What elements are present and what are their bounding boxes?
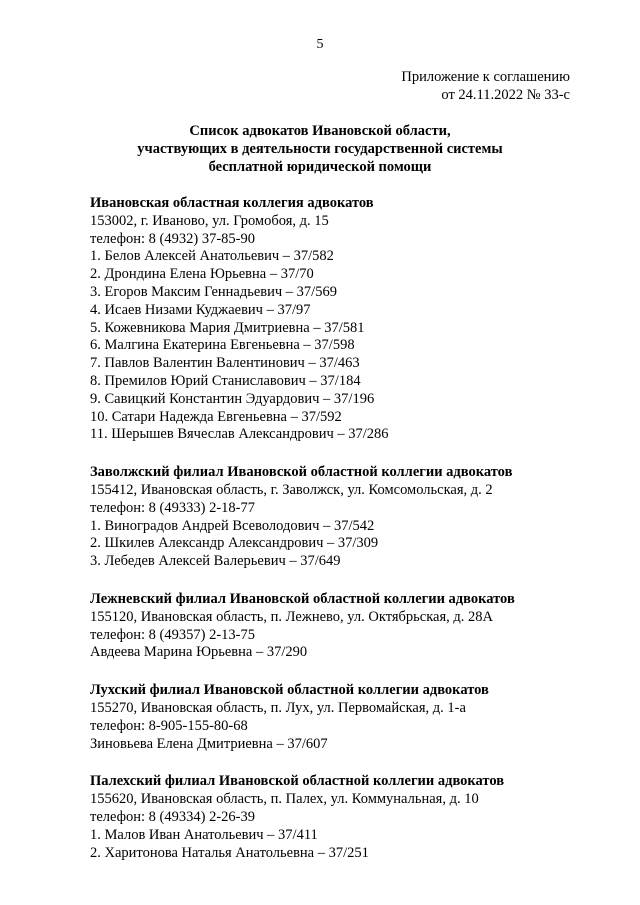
lawyer-entry: 11. Шерышев Вячеслав Александрович – 37/286 <box>90 426 389 443</box>
lawyer-entry: 9. Савицкий Константин Эдуардович – 37/196 <box>90 390 375 407</box>
bar-association-section <box>90 682 590 753</box>
lawyer-list <box>90 644 590 662</box>
lawyer-entry: 3. Лебедев Алексей Валерьевич – 37/649 <box>90 553 341 570</box>
section-name: Лухский филиал Ивановской областной коллегии адвокатов <box>90 682 489 699</box>
section-name: Ивановская областная коллегия адвокатов <box>90 195 374 211</box>
lawyer-entry: 8. Премилов Юрий Станиславович – 37/184 <box>90 372 361 389</box>
document-title-line-1: Список адвокатов Ивановской области, <box>189 123 451 139</box>
appendix-note <box>401 68 570 104</box>
section-address: 155620, Ивановская область, п. Палех, ул. Коммунальная, д. 10 <box>90 791 479 808</box>
lawyer-entry: 10. Сатари Надежда Евгеньевна – 37/592 <box>90 408 342 425</box>
section-address: 155120, Ивановская область, п. Лежнево, ул. Октябрьская, д. 28А <box>90 608 493 625</box>
lawyer-entry: Авдеева Марина Юрьевна – 37/290 <box>90 644 308 661</box>
section-name: Лежневский филиал Ивановской областной коллегии адвокатов <box>90 590 515 607</box>
page-number: 5 <box>316 37 324 52</box>
section-phone: телефон: 8 (49357) 2-13-75 <box>90 626 255 643</box>
section-address: 155270, Ивановская область, п. Лух, ул. Первомайская, д. 1-а <box>90 699 466 716</box>
bar-association-section <box>90 773 590 862</box>
lawyer-entry: 6. Малгина Екатерина Евгеньевна – 37/598 <box>90 337 355 354</box>
section-address: 153002, г. Иваново, ул. Громобоя, д. 15 <box>90 212 329 229</box>
appendix-line-2: от 24.11.2022 № 33-с <box>441 87 570 103</box>
bar-association-section <box>90 195 590 444</box>
lawyer-entry: 7. Павлов Валентин Валентинович – 37/463 <box>90 355 360 372</box>
lawyer-entry: 1. Малов Иван Анатольевич – 37/411 <box>90 826 318 843</box>
bar-association-section <box>90 591 590 662</box>
document-title-line-3: бесплатной юридической помощи <box>208 159 432 175</box>
section-address: 155412, Ивановская область, г. Заволжск, ул. Комсомольская, д. 2 <box>90 481 493 498</box>
lawyer-list <box>90 736 590 754</box>
lawyer-list <box>90 827 590 863</box>
lawyer-entry: 5. Кожевникова Мария Дмитриевна – 37/581 <box>90 319 365 336</box>
lawyer-entry: 1. Белов Алексей Анатольевич – 37/582 <box>90 248 334 265</box>
section-phone: телефон: 8 (49334) 2-26-39 <box>90 808 255 825</box>
section-phone: телефон: 8 (49333) 2-18-77 <box>90 499 255 516</box>
section-name: Палехский филиал Ивановской областной коллегии адвокатов <box>90 773 505 790</box>
lawyer-list <box>90 248 590 444</box>
lawyer-entry: Зиновьева Елена Дмитриевна – 37/607 <box>90 735 328 752</box>
document-title <box>0 122 640 176</box>
bar-association-list <box>90 195 590 882</box>
lawyer-list <box>90 518 590 571</box>
lawyer-entry: 4. Исаев Низами Куджаевич – 37/97 <box>90 301 311 318</box>
lawyer-entry: 2. Дрондина Елена Юрьевна – 37/70 <box>90 266 314 283</box>
lawyer-entry: 3. Егоров Максим Геннадьевич – 37/569 <box>90 283 337 300</box>
lawyer-entry: 2. Харитонова Наталья Анатольевна – 37/251 <box>90 844 369 861</box>
section-phone: телефон: 8-905-155-80-68 <box>90 717 248 734</box>
document-title-line-2: участвующих в деятельности государственной системы <box>137 141 503 157</box>
lawyer-entry: 2. Шкилев Александр Александрович – 37/309 <box>90 535 379 552</box>
appendix-line-1: Приложение к соглашению <box>401 69 570 85</box>
section-phone: телефон: 8 (4932) 37-85-90 <box>90 230 255 247</box>
section-name: Заволжский филиал Ивановской областной коллегии адвокатов <box>90 464 513 481</box>
bar-association-section <box>90 464 590 571</box>
lawyer-entry: 1. Виноградов Андрей Всеволодович – 37/542 <box>90 517 375 534</box>
